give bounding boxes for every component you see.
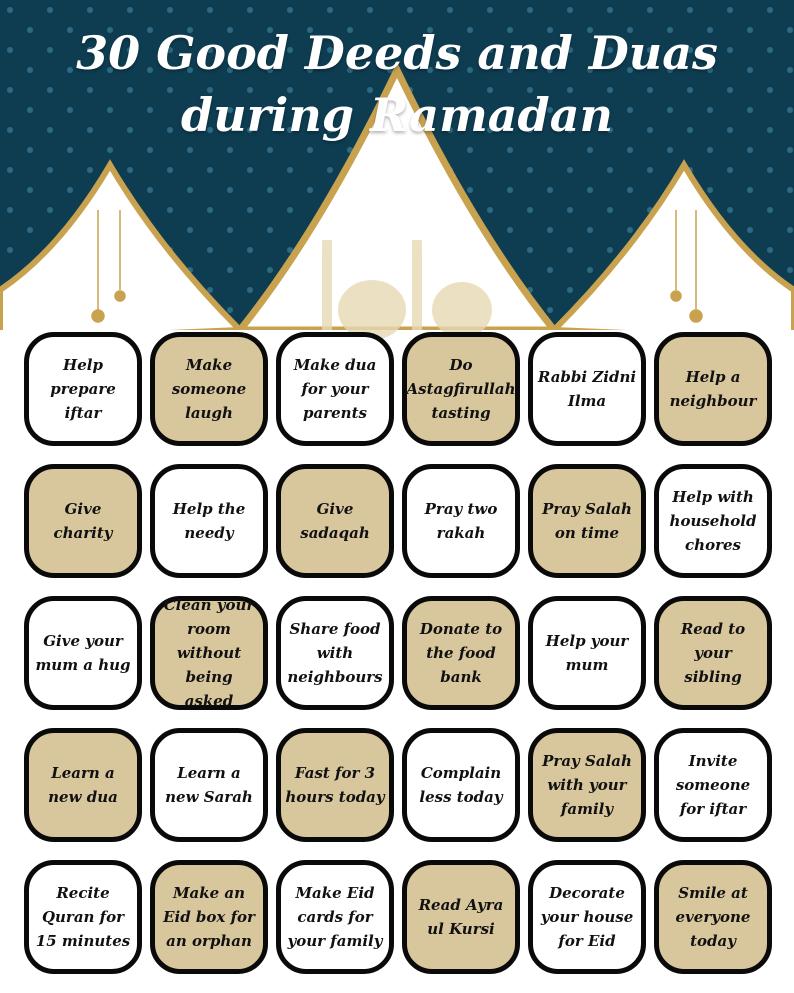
- deed-text: Make dua for your parents: [293, 356, 377, 422]
- deed-tile: [402, 332, 520, 446]
- deed-text: Pray two rakah: [424, 500, 498, 542]
- deed-text: Do Astagfirullah tasting: [406, 356, 516, 422]
- deed-text: Share food with neighbours: [287, 620, 383, 686]
- deed-tile: [402, 596, 520, 710]
- deed-tile: [24, 464, 142, 578]
- deed-text: Learn a new Sarah: [165, 764, 253, 806]
- deed-tile: [528, 464, 646, 578]
- deed-text: Clean your room without being asked: [163, 596, 255, 710]
- deed-text: Give sadaqah: [300, 500, 370, 542]
- deed-text: Help prepare iftar: [50, 356, 116, 422]
- deed-text: Smile at everyone today: [675, 884, 751, 950]
- deed-tile: [528, 596, 646, 710]
- deed-tile: [150, 860, 268, 974]
- deed-tile: [402, 860, 520, 974]
- deed-tile: [276, 464, 394, 578]
- page-title: [0, 22, 794, 146]
- deed-text: Read to your sibling: [680, 620, 746, 686]
- title-line-1: 30 Good Deeds and Duas: [76, 26, 718, 80]
- deed-tile: [276, 332, 394, 446]
- deed-tile: [528, 860, 646, 974]
- deed-tile: [24, 728, 142, 842]
- deed-tile: [150, 596, 268, 710]
- deed-text: Make an Eid box for an orphan: [163, 884, 255, 950]
- deed-tile: [654, 596, 772, 710]
- deed-text: Fast for 3 hours today: [285, 764, 385, 806]
- deed-tile: [654, 332, 772, 446]
- deed-tile: [276, 860, 394, 974]
- deed-text: Invite someone for iftar: [675, 752, 751, 818]
- deed-tile: [654, 860, 772, 974]
- deed-tile: [24, 332, 142, 446]
- deed-text: Rabbi Zidni Ilma: [537, 368, 637, 410]
- deed-text: Decorate your house for Eid: [540, 884, 634, 950]
- deeds-grid: [24, 332, 772, 974]
- title-line-2: during Ramadan: [181, 88, 613, 142]
- deed-tile: [402, 464, 520, 578]
- deed-tile: [24, 860, 142, 974]
- deed-text: Make Eid cards for your family: [287, 884, 383, 950]
- deed-tile: [150, 728, 268, 842]
- deed-text: Help with household chores: [669, 488, 757, 554]
- deed-text: Recite Quran for 15 minutes: [35, 884, 131, 950]
- deed-text: Help a neighbour: [669, 368, 757, 410]
- deed-tile: [654, 464, 772, 578]
- deed-tile: [528, 728, 646, 842]
- deed-tile: [402, 728, 520, 842]
- deed-tile: [654, 728, 772, 842]
- deed-text: Read Ayra ul Kursi: [418, 896, 504, 938]
- deed-text: Donate to the food bank: [419, 620, 503, 686]
- deed-text: Complain less today: [419, 764, 503, 806]
- deed-text: Give charity: [53, 500, 113, 542]
- deed-text: Make someone laugh: [171, 356, 247, 422]
- deed-text: Pray Salah with your family: [542, 752, 632, 818]
- deed-text: Help the needy: [172, 500, 246, 542]
- deed-text: Pray Salah on time: [542, 500, 632, 542]
- deed-tile: [150, 464, 268, 578]
- deed-tile: [276, 596, 394, 710]
- deed-text: Help your mum: [545, 632, 629, 674]
- deed-tile: [24, 596, 142, 710]
- deed-text: Learn a new dua: [48, 764, 118, 806]
- deed-text: Give your mum a hug: [35, 632, 131, 674]
- deed-tile: [528, 332, 646, 446]
- deed-tile: [150, 332, 268, 446]
- deed-tile: [276, 728, 394, 842]
